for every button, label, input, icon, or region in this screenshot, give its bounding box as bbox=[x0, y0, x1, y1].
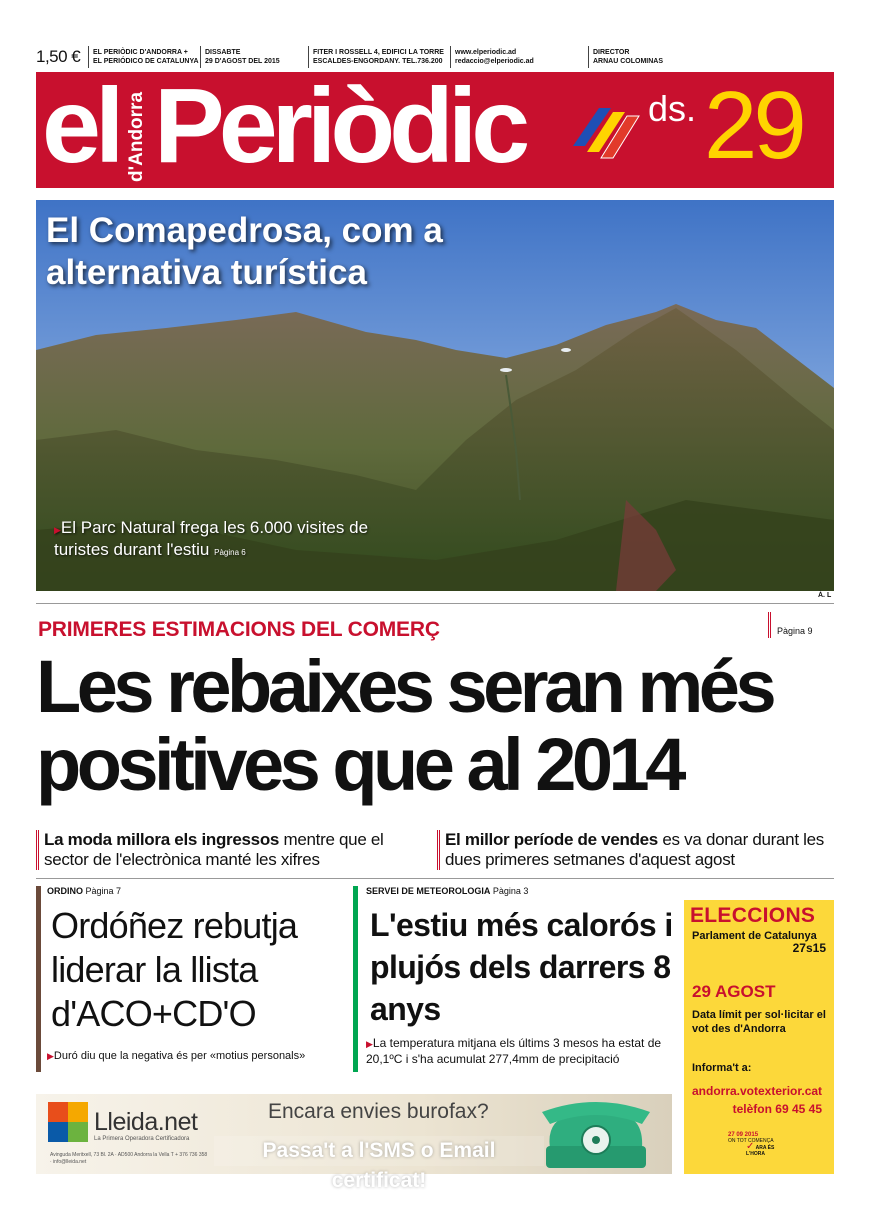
main-page-ref[interactable]: Pàgina 9 bbox=[768, 612, 813, 638]
story-headline[interactable]: Ordóñez rebutja liderar la llista d'ACO+CD'O bbox=[51, 905, 298, 1034]
story-headline[interactable]: L'estiu més calorós i plujós dels darrers 8 anys bbox=[370, 907, 673, 1027]
main-subhead-right: El millor període de vendes es va donar durant les dues primeres setmanes d'aquest agost bbox=[437, 830, 837, 870]
telephone-icon bbox=[536, 1098, 656, 1172]
director-info: DIRECTOR ARNAU COLOMINAS bbox=[588, 46, 834, 68]
price: 1,50 € bbox=[36, 47, 81, 66]
lleida-ad[interactable] bbox=[36, 1094, 672, 1192]
elections-date: 27s15 bbox=[792, 941, 826, 955]
info-strip bbox=[36, 46, 834, 68]
arrow-right-icon: ▶ bbox=[366, 1039, 373, 1049]
divider bbox=[36, 878, 834, 879]
masthead-andorra: d'Andorra bbox=[126, 91, 147, 182]
elections-title: ELECCIONS bbox=[690, 904, 816, 927]
ad-brand-sub: La Primera Operadora Certificadora bbox=[94, 1136, 190, 1142]
main-headline[interactable]: Les rebaixes seran més positives que al 2014 bbox=[36, 645, 773, 806]
elections-deadline: 29 AGOST bbox=[692, 982, 776, 1001]
ad-brand: Lleida.net bbox=[94, 1108, 198, 1136]
ad-address: Avinguda Meritxell, 73 Bl. 2A · AD500 Andorra la Vella T + 376 736 358 · info@lleida.net bbox=[50, 1152, 208, 1165]
masthead bbox=[36, 67, 834, 188]
checkmark-icon: ✓ ARA ÉS L'HORA bbox=[746, 1141, 775, 1157]
masthead-periodic: Periòdic bbox=[154, 67, 525, 185]
photo-credit: À. L bbox=[818, 592, 832, 599]
masthead-el: el bbox=[42, 67, 119, 185]
elections-logo: 27 09 2015 ON TOT COMENÇA ✓ ARA ÉS L'HORA bbox=[728, 1132, 790, 1164]
photo-page-ref: Pàgina 6 bbox=[214, 548, 246, 557]
photo-headline[interactable]: El Comapedrosa, com a alternativa turística bbox=[46, 211, 443, 292]
elections-phone[interactable]: telèfon 69 45 45 bbox=[732, 1102, 822, 1116]
issue-date: DISSABTE 29 D'AGOST DEL 2015 bbox=[200, 46, 308, 68]
lead-photo[interactable] bbox=[36, 200, 834, 591]
section-label: ORDINO Pàgina 7 bbox=[47, 886, 122, 896]
ad-question: Encara envies burofax? bbox=[268, 1100, 489, 1123]
elections-text: Data límit per sol·licitar el vot des d'Andorra bbox=[692, 1009, 826, 1035]
masthead-weekday: ds. bbox=[648, 88, 697, 129]
elections-ad[interactable] bbox=[684, 900, 834, 1174]
story-dek: ▶Duró diu que la negativa és per «motius personals» bbox=[47, 1050, 306, 1062]
main-subhead-left: La moda millora els ingressos mentre que el sector de l'electrònica manté les xifres bbox=[36, 830, 426, 870]
address-info: FITER I ROSSELL 4, EDIFICI LA TORRE ESCALDES-ENGORDANY. TEL.736.200 bbox=[308, 46, 450, 68]
section-label: SERVEI DE METEOROLOGIA Pàgina 3 bbox=[366, 886, 529, 896]
elections-website[interactable]: andorra.votexterior.cat bbox=[692, 1084, 823, 1098]
flag-stripes-icon bbox=[571, 102, 641, 162]
divider bbox=[36, 603, 834, 604]
story-weather[interactable] bbox=[353, 886, 671, 1072]
arrow-right-icon: ▶ bbox=[54, 525, 61, 535]
publisher-info: EL PERIÒDIC D'ANDORRA + EL PERIÓDICO DE CATALUNYA bbox=[88, 46, 200, 68]
photo-caption[interactable]: ▶El Parc Natural frega les 6.000 visites de turistes durant l'estiu Pàgina 6 bbox=[54, 518, 369, 559]
web-info[interactable]: www.elperiodic.ad redaccio@elperiodic.ad bbox=[450, 46, 588, 68]
elections-parliament: Parlament de Catalunya bbox=[692, 930, 817, 942]
story-dek: ▶La temperatura mitjana els últims 3 mesos ha estat de 20,1ºC i s'ha acumulat 277,4mm de precipitació bbox=[366, 1036, 662, 1066]
lleida-logo-icon bbox=[48, 1102, 88, 1142]
story-ordino[interactable] bbox=[36, 886, 340, 1072]
elections-info-label: Informa't a: bbox=[692, 1062, 752, 1074]
arrow-right-icon: ▶ bbox=[47, 1051, 54, 1061]
ad-cta[interactable]: Passa't a l'SMS o Email certificat! bbox=[214, 1136, 544, 1166]
main-kicker: PRIMERES ESTIMACIONS DEL COMERÇ bbox=[38, 618, 440, 641]
masthead-day-number: 29 bbox=[704, 72, 803, 179]
